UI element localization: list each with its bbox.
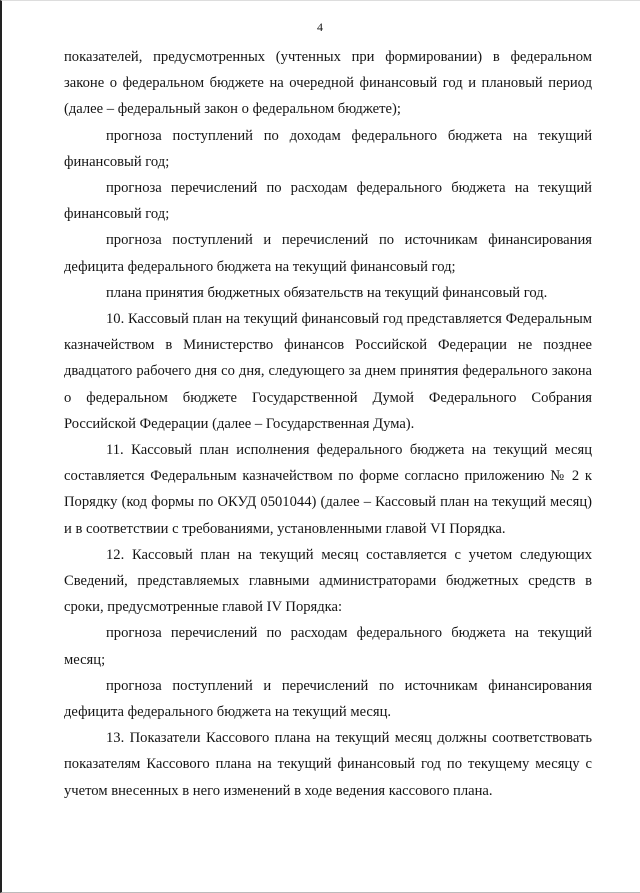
paragraph-continued-indicators: показателей, предусмотренных (учтенных при формировании) в федеральном законе о федеральном бюджете на очередной финансовый год и плановый период (далее – федеральный закон о федеральном бюджете); [64, 49, 592, 118]
paragraph-item-10: 10. Кассовый план на текущий финансовый год представляется Федеральным казначейством в Министерство финансов Российской Федерации не позднее двадцатого рабочего дня со дня, следующего за днем принятия федерального закона о федеральном бюджете Государственной Думой Федерального Собрания Российской Федерации (далее – Государственная Дума). [64, 311, 592, 432]
paragraph-item-11: 11. Кассовый план исполнения федерального бюджета на текущий месяц составляется Федеральным казначейством по форме согласно приложению № 2 к Порядку (код формы по ОКУД 0501044) (далее – Кассовый план на текущий месяц) и в соответствии с требованиями, установленными главой VI Порядка. [64, 442, 592, 537]
paragraph-deficit-financing-forecast: прогноза поступлений и перечислений по источникам финансирования дефицита федерального бюджета на текущий финансовый год; [64, 232, 592, 275]
document-body [64, 44, 592, 804]
paragraph-revenue-forecast: прогноза поступлений по доходам федерального бюджета на текущий финансовый год; [64, 127, 592, 170]
paragraph-item-12: 12. Кассовый план на текущий месяц составляется с учетом следующих Сведений, представляемых главными администраторами бюджетных средств в сроки, предусмотренные главой IV Порядка: [64, 546, 592, 616]
paragraph-item-13: 13. Показатели Кассового плана на текущий месяц должны соответствовать показателям Кассового плана на текущий финансовый год по текущему месяцу с учетом внесенных в него изменений в ходе ведения кассового плана. [64, 730, 592, 799]
page-number: 4 [317, 20, 323, 34]
paragraph-monthly-expense-forecast: прогноза перечислений по расходам федерального бюджета на текущий месяц; [64, 625, 592, 668]
paragraph-obligations-plan: плана принятия бюджетных обязательств на текущий финансовый год. [106, 284, 548, 301]
paragraph-monthly-deficit-forecast: прогноза поступлений и перечислений по источникам финансирования дефицита федерального бюджета на текущий месяц. [64, 677, 592, 721]
paragraph-expense-forecast: прогноза перечислений по расходам федерального бюджета на текущий финансовый год; [64, 180, 592, 223]
